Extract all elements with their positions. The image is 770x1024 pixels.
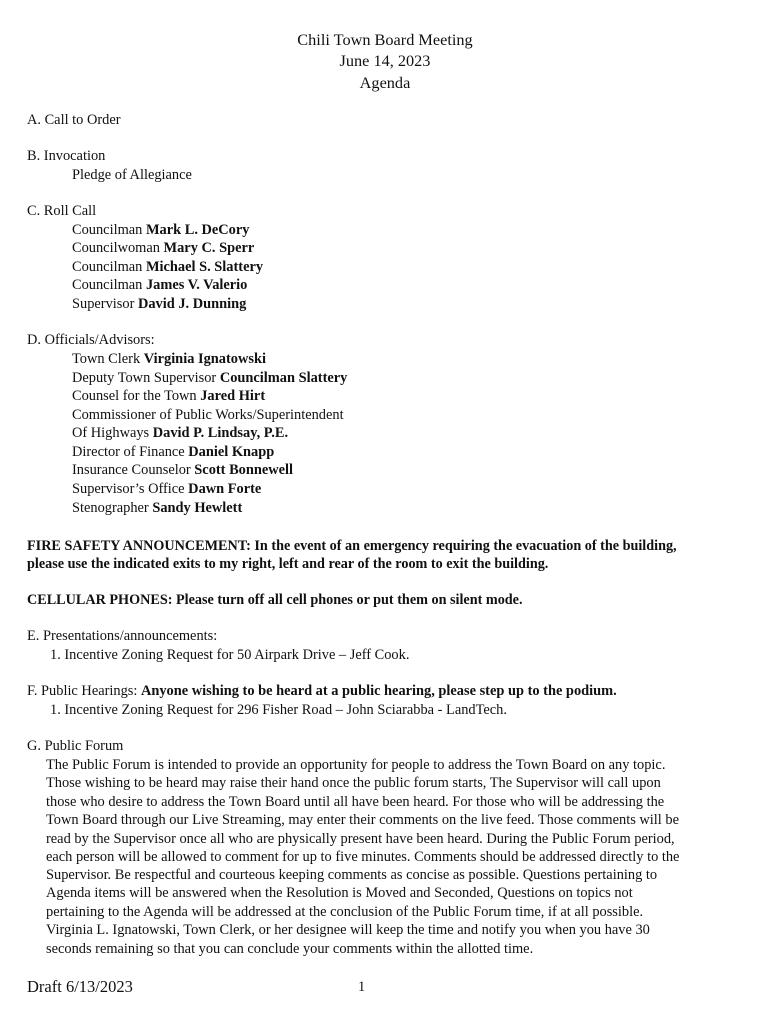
official-role: Town Clerk bbox=[72, 351, 144, 367]
official-entry bbox=[72, 480, 261, 498]
roll-call-role: Supervisor bbox=[72, 296, 138, 312]
official-name: Dawn Forte bbox=[188, 481, 262, 497]
official-name: Sandy Hewlett bbox=[152, 500, 243, 516]
public-forum-text-line: Agenda items will be answered when the Resolution is Moved and Seconded, Questions on topics not bbox=[46, 885, 633, 901]
official-role: Stenographer bbox=[72, 500, 153, 516]
public-forum-text-line: those who desire to address the Town Board until all have been heard. For those who will be addressing the bbox=[46, 794, 665, 810]
official-name: Jared Hirt bbox=[200, 388, 266, 404]
public-forum-text-line: Those wishing to be heard may raise their hand once the public forum starts, The Supervisor will call upon bbox=[46, 775, 661, 791]
public-hearing-note: Anyone wishing to be heard at a public hearing, please step up to the podium. bbox=[140, 683, 617, 699]
agenda-heading: Agenda bbox=[359, 73, 411, 92]
page-number: 1 bbox=[358, 979, 366, 995]
section-e-heading: E. Presentations/announcements: bbox=[27, 628, 218, 644]
roll-call-entry bbox=[72, 295, 246, 313]
public-forum-text-line: seconds remaining so that you can conclude your comments within the allotted time. bbox=[46, 941, 534, 957]
official-name: Virginia Ignatowski bbox=[143, 351, 266, 367]
fire-safety-announcement-line-2: please use the indicated exits to my right, left and rear of the room to exit the building. bbox=[27, 556, 549, 572]
official-name: Councilman Slattery bbox=[219, 370, 348, 386]
roll-call-role: Councilwoman bbox=[72, 240, 164, 256]
presentation-item: 1. Incentive Zoning Request for 50 Airpark Drive – Jeff Cook. bbox=[50, 647, 410, 663]
section-d-heading: D. Officials/Advisors: bbox=[27, 332, 155, 348]
official-name: Daniel Knapp bbox=[188, 444, 275, 460]
roll-call-name: Michael S. Slattery bbox=[145, 259, 264, 275]
public-forum-text-line: read by the Supervisor once all who are physically present have been heard. During the Public Forum period, bbox=[46, 831, 675, 847]
meeting-date: June 14, 2023 bbox=[339, 51, 431, 70]
public-forum-text-line: pertaining to the Agenda will be addressed at the conclusion of the Public Forum time, if at all possible. bbox=[46, 904, 644, 920]
public-forum-text-line: Supervisor. Be respectful and courteous keeping comments as concise as possible. Questions pertaining to bbox=[46, 867, 658, 883]
public-forum-text-line: Virginia L. Ignatowski, Town Clerk, or her designee will keep the time and notify you when you have 30 bbox=[46, 922, 650, 938]
official-entry bbox=[72, 443, 274, 461]
roll-call-name: David J. Dunning bbox=[137, 296, 247, 312]
official-role: Supervisor’s Office bbox=[72, 481, 189, 497]
public-forum-text-line: each person will be allowed to comment for up to five minutes. Comments should be addressed directly to the bbox=[46, 849, 680, 865]
official-name: David P. Lindsay, P.E. bbox=[152, 425, 289, 441]
roll-call-name: James V. Valerio bbox=[145, 277, 248, 293]
public-hearing-item: 1. Incentive Zoning Request for 296 Fisher Road – John Sciarabba - LandTech. bbox=[50, 702, 507, 718]
roll-call-entry bbox=[72, 239, 254, 257]
roll-call-name: Mary C. Sperr bbox=[163, 240, 255, 256]
roll-call-entry bbox=[72, 258, 263, 276]
cellular-phones-notice: CELLULAR PHONES: Please turn off all cell phones or put them on silent mode. bbox=[27, 592, 523, 608]
official-entry bbox=[72, 424, 288, 442]
invocation-item: Pledge of Allegiance bbox=[72, 167, 192, 183]
section-f-heading-line bbox=[27, 682, 617, 700]
official-name: Scott Bonnewell bbox=[194, 462, 294, 478]
roll-call-entry bbox=[72, 221, 249, 239]
official-role: Director of Finance bbox=[72, 444, 189, 460]
section-b-heading: B. Invocation bbox=[27, 148, 106, 164]
draft-date-footer: Draft 6/13/2023 bbox=[27, 977, 133, 996]
roll-call-name: Mark L. DeCory bbox=[145, 222, 250, 238]
official-entry bbox=[72, 387, 265, 405]
official-entry bbox=[72, 350, 266, 368]
official-role: Counsel for the Town bbox=[72, 388, 201, 404]
fire-safety-announcement-line-1: FIRE SAFETY ANNOUNCEMENT: In the event of an emergency requiring the evacuation of the building, bbox=[27, 538, 677, 554]
official-entry bbox=[72, 406, 344, 424]
section-f-heading: F. Public Hearings: bbox=[27, 683, 141, 699]
official-role: Commissioner of Public Works/Superintendent bbox=[72, 407, 344, 423]
official-entry bbox=[72, 461, 293, 479]
public-forum-text-line: The Public Forum is intended to provide an opportunity for people to address the Town Board on any topic. bbox=[46, 757, 666, 773]
roll-call-entry bbox=[72, 276, 247, 294]
roll-call-role: Councilman bbox=[72, 277, 146, 293]
section-c-heading: C. Roll Call bbox=[27, 203, 97, 219]
official-role: Deputy Town Supervisor bbox=[72, 370, 220, 386]
roll-call-role: Councilman bbox=[72, 222, 146, 238]
roll-call-role: Councilman bbox=[72, 259, 146, 275]
official-role: Insurance Counselor bbox=[72, 462, 195, 478]
meeting-title: Chili Town Board Meeting bbox=[297, 30, 473, 49]
section-g-heading: G. Public Forum bbox=[27, 738, 124, 754]
official-entry bbox=[72, 369, 347, 387]
official-role: Of Highways bbox=[72, 425, 153, 441]
section-a-heading: A. Call to Order bbox=[27, 112, 121, 128]
official-entry bbox=[72, 499, 242, 517]
public-forum-text-line: Town Board through our Live Streaming, may enter their comments on the live feed. Those comments will be bbox=[46, 812, 679, 828]
